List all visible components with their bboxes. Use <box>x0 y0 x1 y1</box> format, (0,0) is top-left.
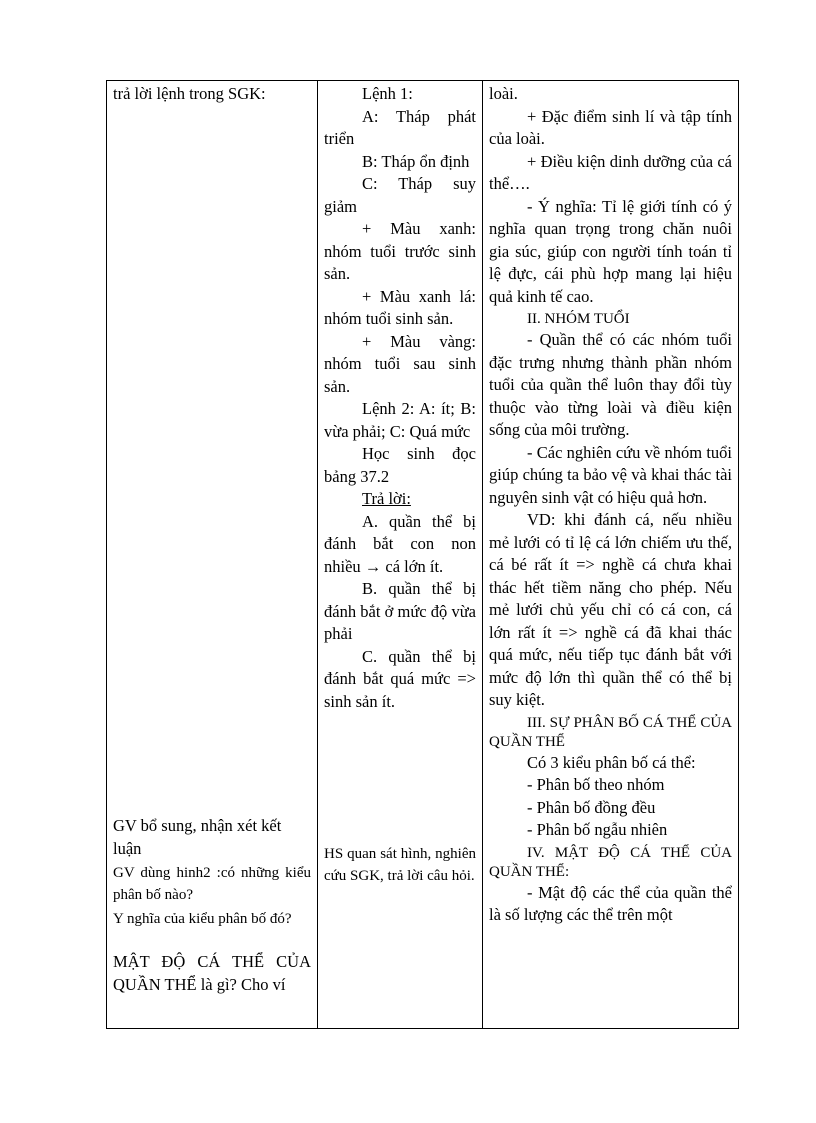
col1-line: MẬT ĐỘ CÁ THỂ CỦA QUẦN THỂ là gì? Cho ví <box>113 952 311 994</box>
col3-text: + Điều kiện dinh dưỡng của cá thể…. <box>489 151 732 193</box>
col2-color-yellow: + Màu vàng: nhóm tuổi sau sinh sản. <box>324 331 476 396</box>
col2-answer-a: A. quần thể bị đánh bắt con non nhiều → cá lớn ít. <box>324 511 476 576</box>
section-heading-distribution: III. SỰ PHÂN BỐ CÁ THỂ CỦA QUẦN THỂ <box>489 714 732 750</box>
col2-answer-b: B. quần thể bị đánh bắt ở mức độ vừa phải <box>324 579 476 643</box>
col2-color-blue: + Màu xanh: nhóm tuổi trước sinh sản. <box>324 219 476 283</box>
col3-text: Có 3 kiểu phân bố cá thể: <box>527 752 696 772</box>
col1-line: Y nghĩa của kiểu phân bố đó? <box>113 911 292 927</box>
col1-line: GV bổ sung, nhận xét kết luận <box>113 816 282 858</box>
table-row <box>107 81 739 1029</box>
col2-answer-c: C. quần thể bị đánh bắt quá mức => sinh sản ít. <box>324 646 476 711</box>
student-activity-column <box>318 81 483 1029</box>
col2-pyramid-a: A: Tháp phát triển <box>324 106 476 148</box>
lesson-table <box>106 80 739 1029</box>
col3-text: - Phân bố theo nhóm <box>527 775 665 794</box>
col3-text: - Mật độ các thể của quần thể là số lượng các thể trên một <box>489 882 732 924</box>
section-heading-density: IV. MẬT ĐỘ CÁ THỂ CỦA QUẦN THỂ: <box>489 844 732 880</box>
col3-text: - Ý nghĩa: Tỉ lệ giới tính có ý nghĩa quan trọng trong chăn nuôi gia súc, giúp con người tính toán tỉ lệ đực, cái phù hợp mang lại hiệu quả kinh tế cao. <box>489 196 732 306</box>
col2-answer-heading: Trả lời: <box>362 489 411 508</box>
col3-text: - Quần thể có các nhóm tuổi đặc trưng nhưng thành phần nhóm tuổi của quần thể luôn thay đổi tùy thuộc vào từng loài và điều kiện sống của môi trường. <box>489 330 732 439</box>
col1-top-text: trả lời lệnh trong SGK: <box>113 84 266 103</box>
section-heading-age-groups: II. NHÓM TUỔI <box>527 311 630 327</box>
col2-pyramid-b: B: Tháp ổn định <box>362 151 470 171</box>
col3-text: - Phân bố ngẫu nhiên <box>527 820 668 839</box>
col3-text: - Các nghiên cứu về nhóm tuổi giúp chúng ta bảo vệ và khai thác tài nguyên sinh vật có hiệu quả hơn. <box>489 442 732 507</box>
col3-text: - Phân bố đồng đều <box>527 797 656 817</box>
col2-read-table: Học sinh đọc bảng 37.2 <box>324 444 476 486</box>
col2-lenh1: Lệnh 1: <box>362 84 413 103</box>
col3-text: loài. <box>489 84 518 103</box>
col3-text: VD: khi đánh cá, nếu nhiều mẻ lưới có tỉ lệ cá lớn chiếm ưu thế, cá bé rất ít => nghề cá chưa khai thác hết tiềm năng cho phép. Nếu mẻ lưới chủ yếu chỉ có cá con, cá lớn rất ít => nghề cá đã khai thác quá mức, nếu tiếp tục đánh bắt với mức độ lớn thì quần thể có thể bị suy kiệt. <box>489 510 732 709</box>
col1-line: GV dùng hinh2 :có những kiểu phân bố nào? <box>113 865 311 903</box>
col2-pyramid-c: C: Tháp suy giảm <box>324 174 476 216</box>
content-column <box>483 81 739 1029</box>
teacher-activity-column <box>107 81 318 1029</box>
col2-color-green: + Màu xanh lá: nhóm tuổi sinh sản. <box>324 286 476 328</box>
col2-lenh2: Lệnh 2: A: ít; B: vừa phải; C: Quá mức <box>324 399 476 441</box>
col2-student-observe: HS quan sát hình, nghiên cứu SGK, trả lời câu hỏi. <box>324 846 476 884</box>
col3-text: + Đặc điểm sinh lí và tập tính của loài. <box>489 106 732 148</box>
